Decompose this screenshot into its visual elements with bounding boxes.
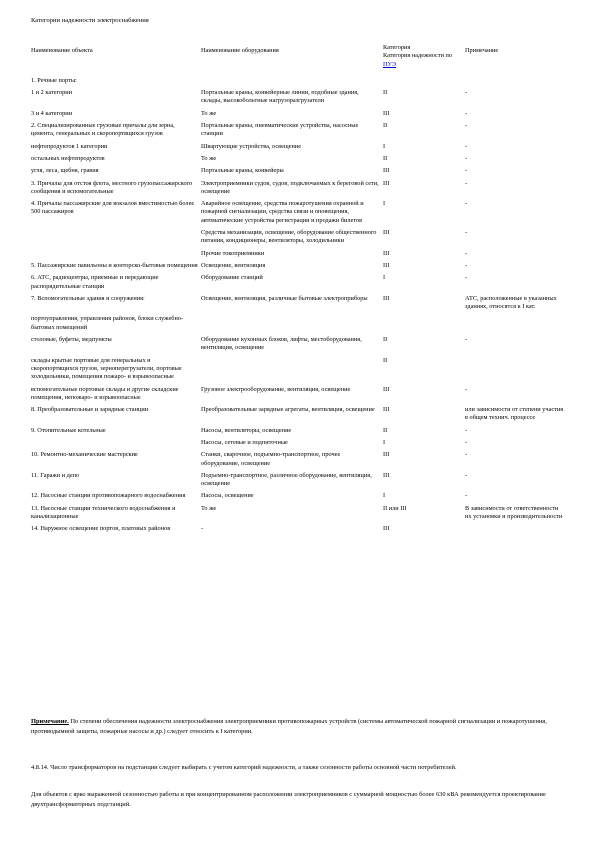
cell-category: I xyxy=(383,142,386,150)
cell-note: - xyxy=(465,167,468,175)
cell-equipment: Освещение, вентиляция, различные бытовые электроприборы xyxy=(201,294,368,302)
table-row xyxy=(30,315,566,336)
cell-object: 3 и 4 категории xyxy=(31,109,72,117)
table-row xyxy=(30,180,566,201)
cell-equipment: Станки, сварочное, подъемно-транспортное, прочее оборудование, освещение xyxy=(201,451,341,467)
table-row xyxy=(30,336,566,357)
cell-object: 13. Насосные станции технического водоснабжения и канализационные xyxy=(31,504,176,521)
table-row xyxy=(30,295,566,316)
table-row xyxy=(30,505,566,526)
cell-category: III xyxy=(383,471,390,479)
table-row xyxy=(30,110,566,122)
cell-note: - xyxy=(465,229,468,237)
table-row xyxy=(30,167,566,179)
cell-note: - xyxy=(465,142,468,150)
cell-category: III xyxy=(383,294,390,302)
table-row xyxy=(30,451,566,472)
cell-object: 4. Причалы пассажирские для вокзалов вместимостью более 500 пассажиров xyxy=(31,200,195,216)
cell-category: III xyxy=(383,109,390,117)
cell-category xyxy=(382,77,464,89)
cell-note: - xyxy=(465,438,468,446)
table-row xyxy=(30,525,566,537)
cell-object: 5. Пассажирские павильоны и конторско-бытовые помещения xyxy=(31,261,198,269)
cell-category: II xyxy=(383,356,388,364)
cell-object: 8. Преобразовательные и зарядные станции xyxy=(31,406,149,414)
cell-category: II xyxy=(383,336,388,344)
cell-note: - xyxy=(465,179,468,187)
table-row xyxy=(30,143,566,155)
cell-object: склады крытые портовые для генеральных и скоропортящихся грузов, зерноперегрузатели, портовые холодильники, помещения пожаро- и взрывоопасные xyxy=(31,356,182,381)
seasonal-paragraph: Для объектов с ярко выраженной сезонностью работы и при концентрированном расположении электроприемников с суммарной мощностью более 630 кВА рекомендуется проектирование двухтрансформаторных подстанций. xyxy=(31,791,546,808)
cell-equipment: Подъемно-транспортное, различное оборудование, вентиляция, освещение xyxy=(201,471,372,488)
cell-equipment: Портальные краны, конвейерные линии, подобные здания, склады, высокобольтные нагрузоразгрузатели xyxy=(201,89,359,105)
cell-category: III xyxy=(383,406,390,414)
table-row xyxy=(30,262,566,274)
cell-object: 11. Гаражи и депо xyxy=(31,471,80,479)
cell-note: - xyxy=(465,451,468,459)
cell-object xyxy=(30,439,200,451)
cell-note: - xyxy=(465,471,468,479)
cell-note: - xyxy=(465,336,468,344)
cell-object: 2. Специализированные грузовые причалы для зерна, цемента, генеральных и скоропортящихся грузов xyxy=(31,122,175,138)
cell-equipment: - xyxy=(201,525,204,533)
table-row xyxy=(30,250,566,262)
cell-category: III xyxy=(383,385,390,393)
cell-object: нефтепродуктов 1 категории xyxy=(31,142,108,150)
cell-equipment xyxy=(200,315,382,336)
cell-equipment: То же xyxy=(201,154,217,162)
cell-category xyxy=(382,315,464,336)
cell-object: 12. Насосные станции противопожарного водоснабжения xyxy=(31,492,186,500)
cell-note: - xyxy=(465,249,468,257)
cell-note: - xyxy=(465,200,468,208)
pue-link[interactable]: ПУЭ xyxy=(383,60,397,68)
cell-object: 3. Причалы для отстоя флота, местного грузопассажирского сообщения и вспомогательные xyxy=(31,179,193,195)
header-equipment: Наименование оборудования xyxy=(201,47,279,54)
header-note: Примечание xyxy=(465,47,499,54)
table-row xyxy=(30,122,566,143)
table-row xyxy=(30,406,566,427)
cell-note: АТС, расположенные в указанных зданиях, относятся к I кат. xyxy=(465,294,557,311)
cell-note: - xyxy=(465,122,468,130)
table-row xyxy=(30,77,566,89)
cell-equipment: То же xyxy=(201,504,217,512)
cell-object: столовые, буфеты, медпункты xyxy=(31,336,112,344)
cell-note: - xyxy=(465,261,468,269)
reliability-table xyxy=(30,44,566,538)
cell-note xyxy=(464,525,566,537)
cell-equipment: Оборудование кухонных блоков, лифты, местоборудования, вентиляция, освещение xyxy=(201,336,362,352)
cell-note: - xyxy=(465,385,468,393)
cell-equipment: Швартующие устройства, освещение xyxy=(201,142,302,150)
cell-equipment: Прочие токоприемники xyxy=(201,249,265,257)
cell-object: 1 и 2 категории xyxy=(31,89,72,97)
cell-note: - xyxy=(465,154,468,162)
cell-object: угля, леса, щебня, гравия xyxy=(31,167,99,175)
cell-note: - xyxy=(465,89,468,97)
cell-category: I xyxy=(383,492,386,500)
cell-equipment: Насосы, вентиляторы, освещение xyxy=(201,426,292,434)
table-header-row xyxy=(30,44,566,77)
cell-object xyxy=(30,250,200,262)
table-row xyxy=(30,89,566,110)
remark-paragraph xyxy=(31,717,563,736)
table-row xyxy=(30,439,566,451)
cell-object: остальных нефтепродуктов xyxy=(31,154,105,162)
cell-object: 6. АТС, радиоцентры, приемные и передающие распорядительные станции xyxy=(31,274,159,290)
cell-note: - xyxy=(465,109,468,117)
table-row xyxy=(30,274,566,295)
clause-paragraph: 4.8.14. Число трансформаторов на подстанции следует выбирать с учетом категорий надежности, а также сезонности работы основной части потребителей. xyxy=(31,764,457,771)
table-row xyxy=(30,492,566,504)
cell-category: III xyxy=(383,167,390,175)
cell-note: В зависимости от ответственности их установки и производительности xyxy=(465,504,563,521)
cell-category: III xyxy=(383,451,390,459)
cell-category: II xyxy=(383,426,388,434)
cell-note: - xyxy=(465,426,468,434)
cell-equipment: Средства механизации, освещение, оборудование общественного питания, кондиционеры, вентиляторы, холодильники xyxy=(201,229,377,245)
table-row xyxy=(30,229,566,250)
cell-equipment: Освещение, вентиляция xyxy=(201,261,266,269)
cell-note xyxy=(464,357,566,386)
table-row xyxy=(30,472,566,493)
cell-category: II или III xyxy=(383,504,407,512)
cell-object: вспомогательные портовые склады и другие складские помещения, непожаро- и взрывоопасные xyxy=(31,385,179,401)
cell-category: I xyxy=(383,200,386,208)
cell-note: - xyxy=(465,274,468,282)
cell-object: 1. Речные порты: xyxy=(31,76,77,84)
cell-note xyxy=(464,77,566,89)
header-category-prefix: Категория надежности по xyxy=(383,52,453,60)
table-row xyxy=(30,386,566,407)
cell-equipment: Преобразовательные зарядные агрегаты, вентиляция, освещение xyxy=(201,406,375,414)
cell-equipment: Электроприемники судов, судов, подключаемых к береговой сети, освещение xyxy=(201,179,379,195)
cell-category: III xyxy=(383,525,390,533)
cell-object: портоуправления, управления районов, блоки служебно-бытовых помещений xyxy=(31,315,184,331)
cell-object: 7. Вспомогательные здания и сооружения: xyxy=(31,294,145,302)
cell-equipment xyxy=(200,357,382,386)
cell-equipment: Насосы, освещение xyxy=(201,492,254,500)
cell-category: III xyxy=(383,261,390,269)
document-title: Категории надежности электроснабжения xyxy=(31,17,149,24)
header-category: Категория Категория надежности по ПУЭ xyxy=(383,44,453,68)
table-body xyxy=(30,77,566,538)
table-row xyxy=(30,357,566,386)
cell-object: 14. Наружное освещение портов, платовых районов xyxy=(31,525,171,533)
cell-equipment: Насосы, сетевые и подпиточные xyxy=(201,438,288,446)
table-row xyxy=(30,200,566,229)
cell-equipment xyxy=(200,77,382,89)
cell-equipment: Грузовое электрооборудование, вентиляция, освещение xyxy=(201,385,351,393)
cell-equipment: Портальные краны, конвейеры xyxy=(201,167,284,175)
cell-equipment: Оборудование станций xyxy=(201,274,263,282)
cell-note: - xyxy=(465,492,468,500)
cell-category: III xyxy=(383,179,390,187)
header-object: Наименование объекта xyxy=(31,47,93,54)
cell-equipment: То же xyxy=(201,109,217,117)
table-row xyxy=(30,155,566,167)
cell-equipment: Портальные краны, пневматические устройства, насосные станции xyxy=(201,122,359,138)
remark-text: По степени обеспечения надежности электроснабжения электроприемники противопожарных устройств (системы автоматической пожарной сигнализации и пожаротушения, противодымной защиты, пожарные насосы и др.) следует относить к I категории. xyxy=(31,718,547,735)
cell-category: II xyxy=(383,122,388,130)
cell-category: I xyxy=(383,438,386,446)
table-row xyxy=(30,427,566,439)
cell-object: 9. Отопительные котельные xyxy=(31,426,106,434)
cell-category: II xyxy=(383,89,388,97)
cell-category: III xyxy=(383,249,390,257)
cell-object: 10. Ремонтно-механические мастерские xyxy=(31,451,138,459)
cell-note: или зависимости от степени участия в общем технич. процессе xyxy=(465,406,564,422)
remark-label: Примечание. xyxy=(31,718,69,725)
cell-category: II xyxy=(383,154,388,162)
cell-category: III xyxy=(383,229,390,237)
cell-object xyxy=(30,229,200,250)
cell-category: I xyxy=(383,274,386,282)
cell-equipment: Аварийное освещение, средства пожаротушения охранной и пожарной сигнализации, средства связи и оповещения, автоматические устройства регистрации и продажи билетов xyxy=(201,200,364,224)
cell-note xyxy=(464,315,566,336)
